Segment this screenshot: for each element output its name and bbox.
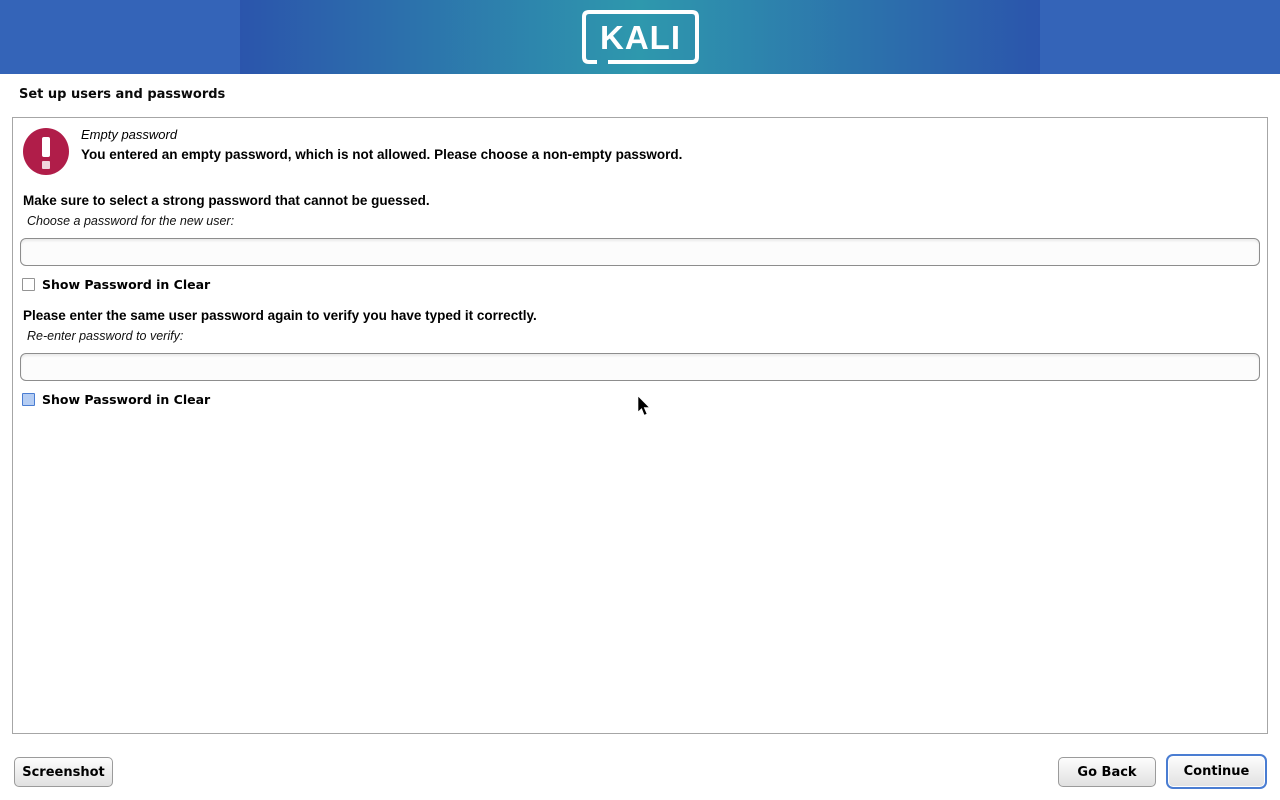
page-title: Set up users and passwords (19, 87, 226, 102)
installer-banner (0, 0, 1280, 74)
kali-logo (582, 10, 699, 64)
password-input[interactable] (20, 238, 1260, 266)
show-password-checkbox-2[interactable] (22, 393, 35, 406)
error-icon (23, 128, 69, 175)
go-back-button[interactable]: Go Back (1058, 757, 1156, 787)
error-title: Empty password (81, 127, 178, 142)
show-password-row-2[interactable] (22, 392, 210, 407)
verify-instruction: Please enter the same user password again to verify you have typed it correctly. (23, 308, 537, 323)
content-panel (12, 117, 1268, 734)
show-password-row-1[interactable] (22, 277, 210, 292)
continue-button[interactable]: Continue (1166, 754, 1267, 789)
password-field-label: Choose a password for the new user: (27, 214, 235, 228)
verify-password-input[interactable] (20, 353, 1260, 381)
password-instruction: Make sure to select a strong password that cannot be guessed. (23, 193, 430, 208)
error-icon-exclamation-bar (42, 137, 50, 157)
show-password-label-1: Show Password in Clear (42, 277, 211, 292)
banner-gradient (240, 0, 1040, 74)
screenshot-button[interactable]: Screenshot (14, 757, 113, 787)
error-message: You entered an empty password, which is not allowed. Please choose a non-empty password. (81, 147, 683, 162)
show-password-checkbox-1[interactable] (22, 278, 35, 291)
error-icon-exclamation-dot (42, 161, 50, 169)
verify-field-label: Re-enter password to verify: (27, 329, 184, 343)
kali-logo-text: KALI (599, 19, 681, 56)
show-password-label-2: Show Password in Clear (42, 392, 211, 407)
